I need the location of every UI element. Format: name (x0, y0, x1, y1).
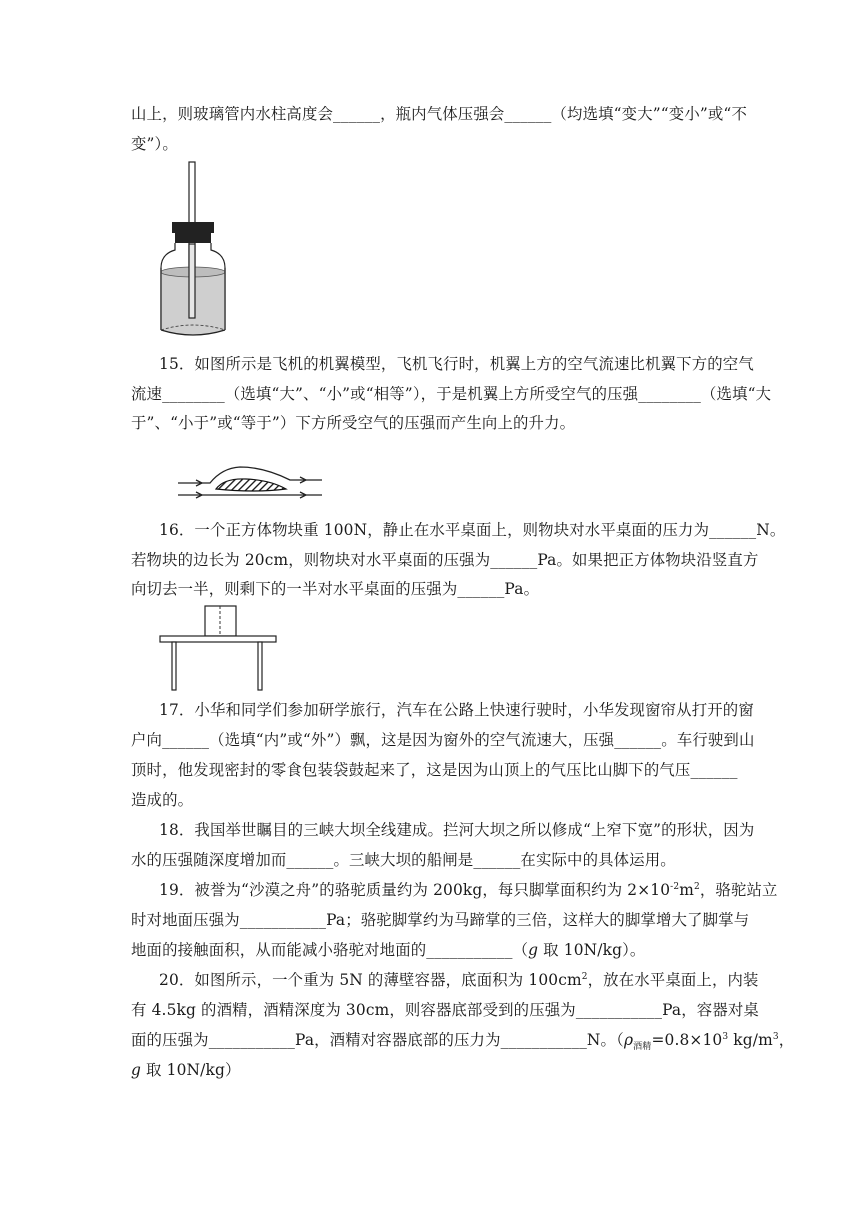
q20-text-line-1: 20．如图所示，一个重为 5N 的薄壁容器，底面积为 $100cm^2$，放在水平桌面上，内装 (159, 971, 759, 989)
q20-text-line-3: 面的压强为___________Pa，酒精对容器底部的压力为___________N。（$\rho_{酒精}=0.8\times 10^3$ $kg/m^3$， (131, 1031, 795, 1053)
q20-text-line-2: 有 4.5kg 的酒精，酒精深度为 30cm，则容器底部受到的压强为___________Pa，容器对桌 (131, 1001, 759, 1019)
bottle-tube-figure (155, 160, 231, 342)
q19-text-line-1: 19．被誉为“沙漠之舟”的骆驼质量约为 200kg，每只脚掌面积约为 $2\times 10^{-2}m^2$，骆驼站立 (159, 881, 778, 899)
q16-text-line-2: 若物块的边长为 20cm，则物块对水平桌面的压强为______Pa。如果把正方体物块沿竖直方 (131, 551, 759, 569)
q17-text-line-4: 造成的。 (131, 791, 194, 809)
q18-text-line-2: 水的压强随深度增加而______。三峡大坝的船闸是______在实际中的具体运用。 (131, 851, 676, 869)
q20-text-line-4: g 取 10N/kg） (131, 1061, 241, 1079)
q17-text-line-1: 17．小华和同学们参加研学旅行，汽车在公路上快速行驶时，小华发现窗帘从打开的窗 (159, 701, 754, 719)
q16-text-line-1: 16．一个正方体物块重 100N，静止在水平桌面上，则物块对水平桌面的压力为______N。 (159, 521, 786, 539)
q15-text-line-2: 流速________（选填“大”、“小”或“相等”），于是机翼上方所受空气的压强________（选填“大 (131, 385, 772, 403)
q16-text-line-3: 向切去一半，则剩下的一半对水平桌面的压强为______Pa。 (131, 580, 540, 598)
wing-airflow-figure (174, 462, 326, 504)
q17-text-line-2: 户向______（选填“内”或“外”）飘，这是因为窗外的空气流速大，压强______。车行驶到山 (131, 731, 755, 749)
q15-text-line-3: 于”、“小于”或“等于”）下方所受空气的压强而产生向上的升力。 (131, 414, 576, 432)
q15-text-line-1: 15．如图所示是飞机的机翼模型，飞机飞行时，机翼上方的空气流速比机翼下方的空气 (159, 355, 754, 373)
q19-text-line-2: 时对地面压强为___________Pa；骆驼脚掌约为马蹄掌的三倍，这样大的脚掌增大了脚掌与 (131, 911, 750, 929)
q17-text-line-3: 顶时，他发现密封的零食包装袋鼓起来了，这是因为山顶上的气压比山脚下的气压______ (131, 761, 738, 779)
cube-on-table-figure (158, 602, 280, 692)
q14-text-line-2: 变”）。 (131, 135, 178, 153)
q18-text-line-1: 18．我国举世瞩目的三峡大坝全线建成。拦河大坝之所以修成“上窄下宽”的形状，因为 (159, 821, 755, 839)
q19-text-line-3: 地面的接触面积，从而能减小骆驼对地面的___________（g 取 10N/kg）。 (131, 941, 646, 959)
q14-text-line-1: 山上，则玻璃管内水柱高度会______，瓶内气体压强会______（均选填“变大”“变小”或“不 (131, 105, 747, 123)
